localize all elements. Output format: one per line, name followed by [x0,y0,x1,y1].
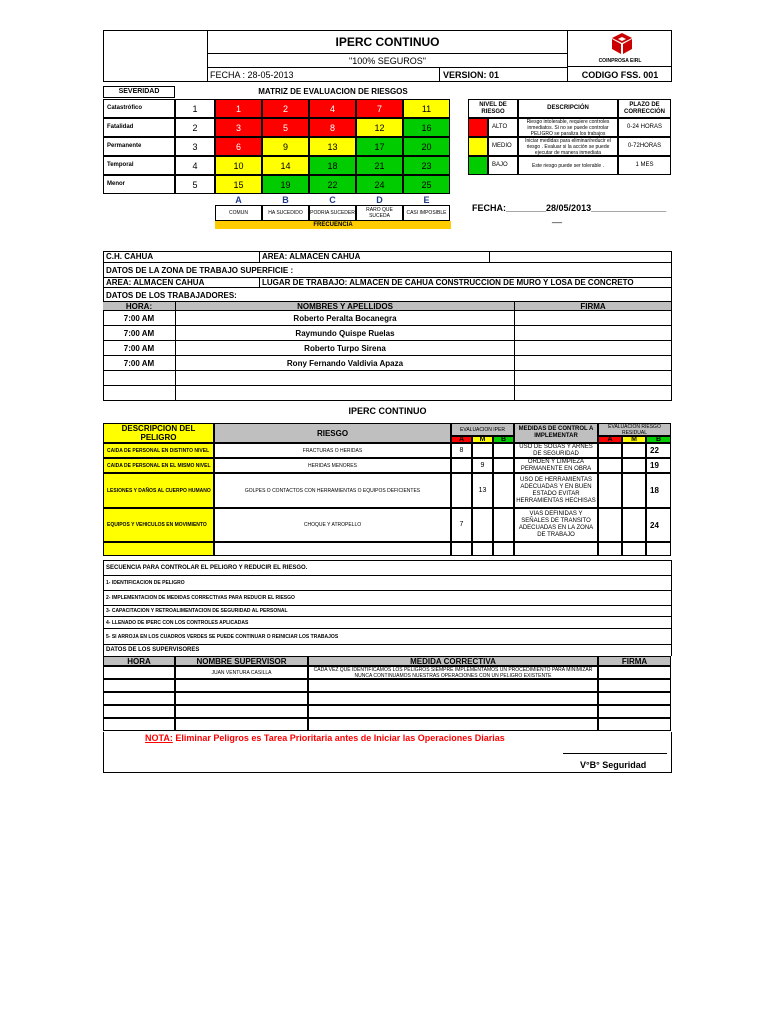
severity-row-label: Temporal [103,156,175,175]
residual-value: 19 [646,458,671,473]
workers-header-names: NOMBRES Y APELLIDOS [175,301,514,311]
supervisor-signature [598,666,671,679]
legend-header-description: DESCRIPCIÓN [518,99,618,118]
evaluation-level-header: A [451,436,472,443]
header-version: VERSION: 01 [443,70,500,80]
risk-description [214,542,451,556]
residual-a [598,443,622,458]
severity-row-number: 2 [175,118,215,137]
note [145,733,595,745]
matrix-cell: 5 [262,118,309,137]
sequence-title: SECUENCIA PARA CONTROLAR EL PELIGRO Y REDUCIR EL RIESGO. [106,564,308,571]
control-measure: USO DE SOGAS Y ARNES DE SEGURIDAD [514,443,598,458]
risk-description: GOLPES O CONTACTOS CON HERRAMIENTAS O EQUIPOS DEFICIENTES [214,473,451,508]
hazard-description: LESIONES Y DAÑOS AL CUERPO HUMANO [103,473,214,508]
legend-deadline: 0-24 HORAS [618,118,671,137]
frequency-desc: CASI IMPOSIBLE [403,205,450,221]
worker-name: Roberto Turpo Sirena [175,341,514,356]
sequence-step: 3- CAPACITACION Y RETROALIMENTACION DE SEGURIDAD AL PERSONAL [103,606,672,617]
area-label-2: AREA: ALMACEN CAHUA [106,277,205,287]
sequence-step: 2- IMPLEMENTACION DE MEDIDAS CORRECTIVAS PARA REDUCIR EL RIESGO [103,591,672,606]
legend-header-deadline: PLAZO DE CORRECCIÓN [618,99,671,118]
worker-signature [514,341,671,356]
worker-time [103,386,175,401]
iperc-header-risk: RIESGO [214,423,451,443]
matrix-cell: 19 [262,175,309,194]
note-label: NOTA: [145,733,173,743]
legend-deadline: 1 MES [618,156,671,175]
iperc-header-evaluation: EVALUACION IPER [451,423,514,436]
residual-value [646,542,671,556]
matrix-cell: 20 [403,137,450,156]
company-logo [598,32,646,56]
form-subtitle: "100% SEGUROS" [207,54,568,68]
frequency-desc: HA SUCEDIDO [262,205,309,221]
evaluation-b [493,443,514,458]
supervisors-header-time: HORA [103,656,175,666]
supervisor-measure [308,692,598,705]
matrix-cell: 1 [215,99,262,118]
divider [103,287,672,288]
evaluation-m [472,542,493,556]
evaluation-m: 9 [472,458,493,473]
supervisor-measure: CADA VEZ QUE IDENTIFICAMOS LOS PELIGROS SIEMPRE IMPLEMENTAMOS UN PROCEDIMIENTO PARA MINIMIZAR NUNCA CONTINUAMOS NUESTRAS OPERACIONES CON UN PELIGRO EXISTENTE [308,666,598,679]
residual-a [598,458,622,473]
hazard-description: EQUIPOS Y VEHICULOS EN MOVIMIENTO [103,508,214,542]
supervisor-time [103,692,175,705]
worker-name: Rony Fernando Valdivia Apaza [175,356,514,371]
residual-m [622,458,646,473]
worker-name [175,386,514,401]
residual-m [622,508,646,542]
evaluation-level-header: M [472,436,493,443]
worker-signature [514,371,671,386]
matrix-cell: 24 [356,175,403,194]
legend-swatch [468,156,488,175]
divider [671,251,672,401]
workers-title: DATOS DE LOS TRABAJADORES: [106,290,237,300]
matrix-cell: 16 [403,118,450,137]
severity-row-number: 5 [175,175,215,194]
legend-description: Iniciar medidas para eliminar/reducir el riesgo . Evaluar si la acción se puede ejecutar de manera inmediata [518,137,618,156]
risk-description: CHOQUE Y ATROPELLO [214,508,451,542]
risk-description: FRACTURAS O HERIDAS [214,443,451,458]
severity-row-number: 4 [175,156,215,175]
matrix-cell: 21 [356,156,403,175]
residual-a [598,508,622,542]
severity-row-label: Permanente [103,137,175,156]
worker-signature [514,326,671,341]
severity-label: SEVERIDAD [103,86,175,98]
worker-signature [514,386,671,401]
divider [489,251,490,262]
supervisor-name [175,718,308,731]
matrix-cell: 18 [309,156,356,175]
company-name: COINPROSA EIRL [598,58,642,64]
residual-level-header: B [646,436,671,443]
worker-name [175,371,514,386]
matrix-cell: 7 [356,99,403,118]
matrix-title: MATRIZ DE EVALUACION DE RIESGOS [258,86,408,96]
sequence-step: 5- SI ARROJA EN LOS CUADROS VERDES SE PUEDE CONTINUAR O REINICIAR LOS TRABAJOS [103,629,672,645]
matrix-cell: 11 [403,99,450,118]
supervisor-signature [598,718,671,731]
worker-time: 7:00 AM [103,311,175,326]
legend-deadline: 0-72HORAS [618,137,671,156]
worker-name: Roberto Peralta Bocanegra [175,311,514,326]
supervisor-name [175,679,308,692]
frequency-letter: C [329,194,336,205]
divider [103,262,672,263]
frequency-letter: D [376,194,383,205]
supervisor-signature [598,679,671,692]
matrix-cell: 13 [309,137,356,156]
workers-header-time: HORA: [103,301,175,311]
iperc-title: IPERC CONTINUO [348,406,427,416]
legend-header-level: NIVEL DE RIESGO [468,99,518,118]
residual-m [622,443,646,458]
header-code: CODIGO FSS. 001 [568,66,672,82]
supervisor-name [175,692,308,705]
worker-time: 7:00 AM [103,326,175,341]
iperc-header-measures: MEDIDAS DE CONTROL A IMPLEMENTAR [514,423,598,443]
residual-m [622,473,646,508]
severity-row-label: Fatalidad [103,118,175,137]
supervisor-time [103,666,175,679]
hazard-description: CAIDA DE PERSONAL EN DISTINTO NIVEL [103,443,214,458]
signature-line [563,753,667,754]
matrix-cell: 3 [215,118,262,137]
work-zone-label: DATOS DE LA ZONA DE TRABAJO SUPERFICIE : [106,265,294,275]
frequency-letter: A [235,194,242,205]
hazard-description [103,542,214,556]
residual-level-header: M [622,436,646,443]
residual-m [622,542,646,556]
supervisor-measure [308,679,598,692]
control-measure [514,542,598,556]
supervisors-title: DATOS DE LOS SUPERVISORES [106,647,200,653]
matrix-cell: 17 [356,137,403,156]
matrix-cell: 12 [356,118,403,137]
severity-row-label: Catastrófico [103,99,175,118]
matrix-cell: 25 [403,175,450,194]
risk-description: HERIDAS MENORES [214,458,451,473]
evaluation-a [451,542,472,556]
frequency-desc: RARO QUE SUCEDA [356,205,403,221]
divider [103,560,672,561]
supervisors-header-measure: MEDIDA CORRECTIVA [308,656,598,666]
control-measure: VIAS DEFINIDAS Y SEÑALES DE TRANSITO ADECUADAS EN LA ZONA DE TRABAJO [514,508,598,542]
matrix-cell: 9 [262,137,309,156]
sequence-step: 1- IDENTIFICACION DE PELIGRO [103,575,672,591]
worker-time [103,371,175,386]
worker-signature [514,311,671,326]
evaluation-b [493,542,514,556]
supervisors-header-name: NOMBRE SUPERVISOR [175,656,308,666]
matrix-date-underline: __ [552,213,563,223]
frequency-desc: COMUN [215,205,262,221]
evaluation-a [451,458,472,473]
form-title: IPERC CONTINUO [207,30,568,54]
supervisor-time [103,718,175,731]
residual-value: 22 [646,443,671,458]
supervisor-name [175,705,308,718]
evaluation-m: 13 [472,473,493,508]
supervisor-measure [308,705,598,718]
evaluation-m [472,508,493,542]
evaluation-b [493,458,514,473]
vb-security: V°B° Seguridad [580,760,647,770]
supervisor-measure [308,718,598,731]
evaluation-b [493,508,514,542]
matrix-cell: 14 [262,156,309,175]
frequency-label: FRECUENCIA [215,221,451,229]
matrix-date: FECHA:________28/05/2013_______________ [472,203,667,213]
iperc-header-hazard: DESCRIPCION DEL PELIGRO [103,423,214,443]
residual-value: 24 [646,508,671,542]
supervisor-signature [598,692,671,705]
supervisors-header-signature: FIRMA [598,656,671,666]
legend-level: ALTO [488,118,518,137]
control-measure: USO DE HERRAMIENTAS ADECUADAS Y EN BUEN ESTADO EVITAR HERRAMIENTAS HECHISAS [514,473,598,508]
area-label: AREA: ALMACEN CAHUA [262,252,361,261]
note-text: Eliminar Peligros es Tarea Prioritaria antes de Iniciar las Operaciones Diarias [172,733,505,743]
residual-a [598,542,622,556]
matrix-cell: 4 [309,99,356,118]
legend-swatch [468,118,488,137]
legend-swatch [468,137,488,156]
hazard-description: CAIDA DE PERSONAL EN EL MISMO NIVEL [103,458,214,473]
severity-row-number: 3 [175,137,215,156]
legend-description: Riesgo intolerable, requiere controles inmediatos. Si no se puede controlar PELIGRO se paraliza los trabajos [518,118,618,137]
residual-level-header: A [598,436,622,443]
residual-a [598,473,622,508]
matrix-cell: 15 [215,175,262,194]
matrix-cell: 6 [215,137,262,156]
evaluation-a: 7 [451,508,472,542]
header-date: FECHA : 28-05-2013 [207,68,440,82]
evaluation-a: 8 [451,443,472,458]
severity-row-label: Menor [103,175,175,194]
matrix-cell: 23 [403,156,450,175]
ch-label: C.H. CAHUA [106,252,154,261]
supervisor-signature [598,705,671,718]
evaluation-b [493,473,514,508]
supervisor-name: JUAN VENTURA CASILLA [175,666,308,679]
matrix-cell: 22 [309,175,356,194]
iperc-header-residual: EVALUACION RIESGO RESIDUAL [598,423,671,436]
matrix-cell: 8 [309,118,356,137]
evaluation-a [451,473,472,508]
severity-row-number: 1 [175,99,215,118]
legend-level: MEDIO [488,137,518,156]
residual-value: 18 [646,473,671,508]
matrix-cell: 10 [215,156,262,175]
supervisor-time [103,705,175,718]
sequence-step: 4- LLENADO DE IPERC CON LOS CONTROLES APLICADAS [103,617,672,629]
matrix-cell: 2 [262,99,309,118]
workers-header-signature: FIRMA [514,301,671,311]
frequency-desc: PODRIA SUCEDER [309,205,356,221]
worker-signature [514,356,671,371]
legend-level: BAJO [488,156,518,175]
evaluation-m [472,443,493,458]
workplace-label: LUGAR DE TRABAJO: ALMACEN DE CAHUA CONSTRUCCION DE MURO Y LOSA DE CONCRETO [262,277,634,287]
worker-name: Raymundo Quispe Ruelas [175,326,514,341]
frequency-letter: E [423,194,430,205]
frequency-letter: B [282,194,289,205]
worker-time: 7:00 AM [103,341,175,356]
legend-description: Este riesgo puede ser tolerable . [518,156,618,175]
control-measure: ORDEN Y LIMPIEZA PERMANENTE EN OBRA [514,458,598,473]
worker-time: 7:00 AM [103,356,175,371]
supervisor-time [103,679,175,692]
evaluation-level-header: B [493,436,514,443]
